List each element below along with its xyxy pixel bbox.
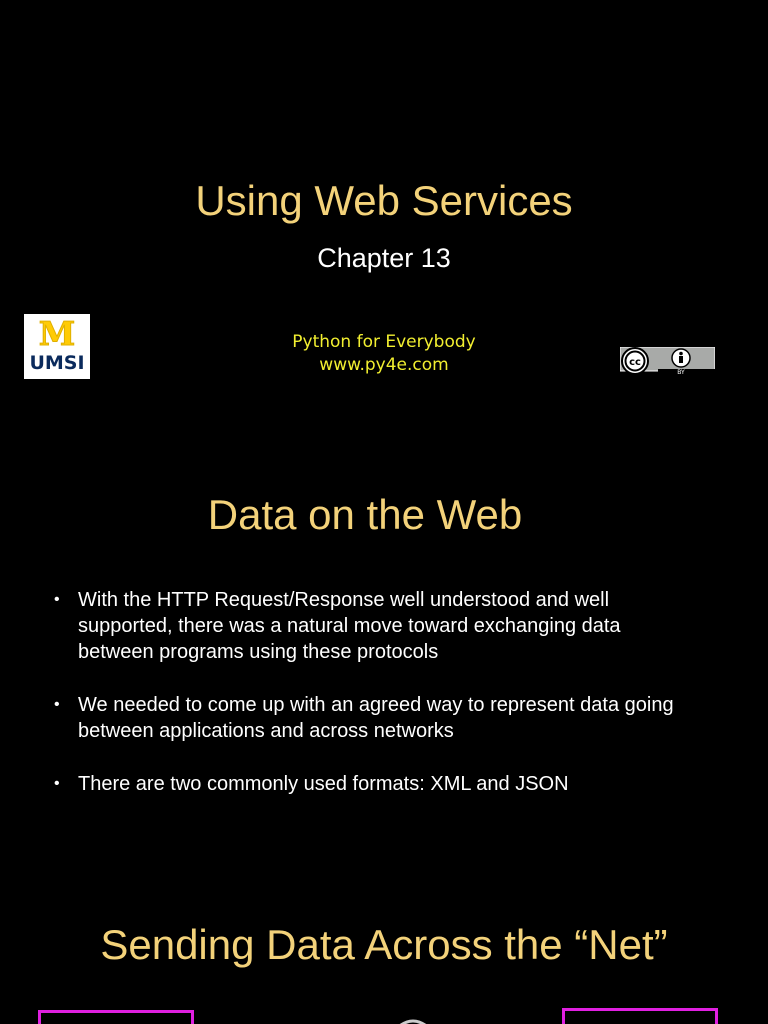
bullet-text: There are two commonly used formats: XML and JSON — [78, 773, 569, 795]
bullet-dot-icon: • — [54, 696, 60, 713]
umsi-logo-text: UMSI — [29, 352, 85, 374]
bullet-dot-icon: • — [54, 591, 60, 608]
diagram-box-left — [38, 1010, 194, 1024]
diagram-arc-shape — [395, 1010, 431, 1024]
bullet-text: We needed to come up with an agreed way to represent data going between applications and across networks — [78, 694, 674, 742]
bullet-item — [52, 587, 692, 665]
diagram-box-right — [562, 1008, 718, 1024]
bullet-dot-icon: • — [54, 775, 60, 792]
cc-by-icon — [620, 347, 715, 375]
bullet-item — [52, 692, 692, 744]
course-title: Python for Everybody — [292, 332, 476, 352]
slide-title-heading: Using Web Services — [195, 177, 573, 224]
cc-by-label: BY — [677, 369, 685, 375]
bullet-list — [52, 587, 692, 824]
slide-title — [0, 0, 768, 470]
bullet-item — [52, 771, 692, 797]
slide-heading: Data on the Web — [207, 491, 523, 538]
slide-sending-data — [0, 890, 768, 1024]
umsi-logo-letter: M — [38, 314, 76, 353]
slide-heading: Sending Data Across the “Net” — [100, 921, 668, 968]
chapter-subtitle: Chapter 13 — [317, 243, 451, 273]
slide-data-on-the-web — [0, 470, 768, 890]
bullet-text: With the HTTP Request/Response well understood and well supported, there was a natural move toward exchanging data between programs using these protocols — [78, 589, 621, 663]
svg-text:cc: cc — [629, 357, 641, 368]
course-url: www.py4e.com — [319, 355, 449, 375]
